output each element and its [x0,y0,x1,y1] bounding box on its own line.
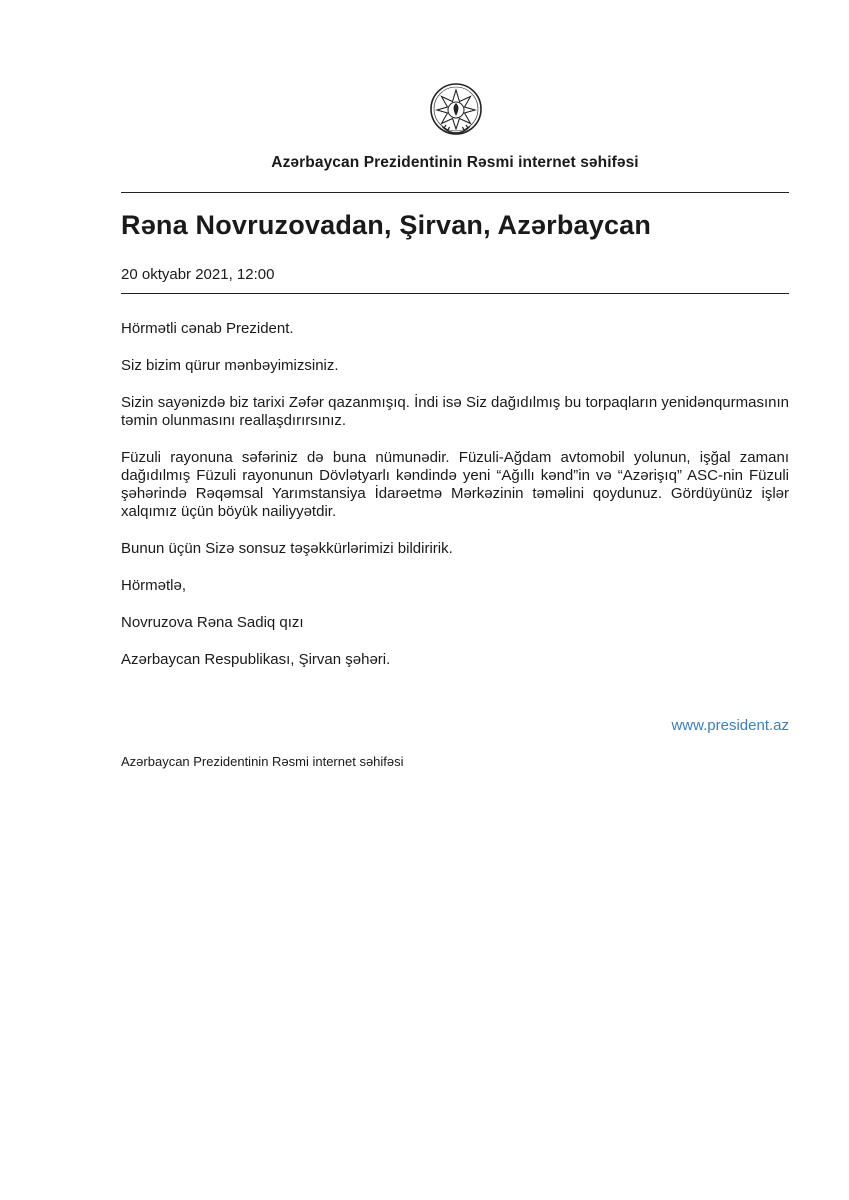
top-divider [121,192,789,193]
paragraph: Hörmətli cənab Prezident. [121,320,294,337]
paragraph: Sizin sayənizdə biz tarixi Zəfər qazanmışıq. İndi isə Siz dağıdılmış bu torpaqların yenidənqurmasının təmin olunmasını reallaşdırırsınız. [121,394,789,429]
paragraph: Bunun üçün Sizə sonsuz təşəkkürlərimizi bildiririk. [121,540,453,557]
azerbaijan-state-emblem-icon [428,82,484,138]
source-link[interactable]: www.president.az [671,717,789,734]
article-body [121,320,789,688]
signature-name: Novruzova Rəna Sadiq qızı [121,614,304,631]
closing-salutation: Hörmətlə, [121,577,187,594]
title-divider [121,293,789,294]
paragraph: Siz bizim qürur mənbəyimizsiniz. [121,357,339,374]
paragraph: Füzuli rayonuna səfəriniz də buna nümunədir. Füzuli-Ağdam avtomobil yolunun, işğal zamanı dağıdılmış Füzuli rayonunun Dövlətyarlı kəndində yeni “Ağıllı kənd”in və “Azərişıq” ASC-nin Füzuli şəhərində Rəqəmsal Yarımstansiya İdarəetmə Mərkəzinin təməlini qoydunuz. Gördüyünüz işlər xalqımız üçün böyük nailiyyətdir. [121,449,789,520]
article-title: Rəna Novruzovadan, Şirvan, Azərbaycan [121,210,652,240]
site-title: Azərbaycan Prezidentinin Rəsmi internet səhifəsi [271,154,639,171]
article-date: 20 oktyabr 2021, 12:00 [121,266,275,283]
signature-location: Azərbaycan Respublikası, Şirvan şəhəri. [121,651,391,668]
footer-text: Azərbaycan Prezidentinin Rəsmi internet səhifəsi [121,754,404,769]
